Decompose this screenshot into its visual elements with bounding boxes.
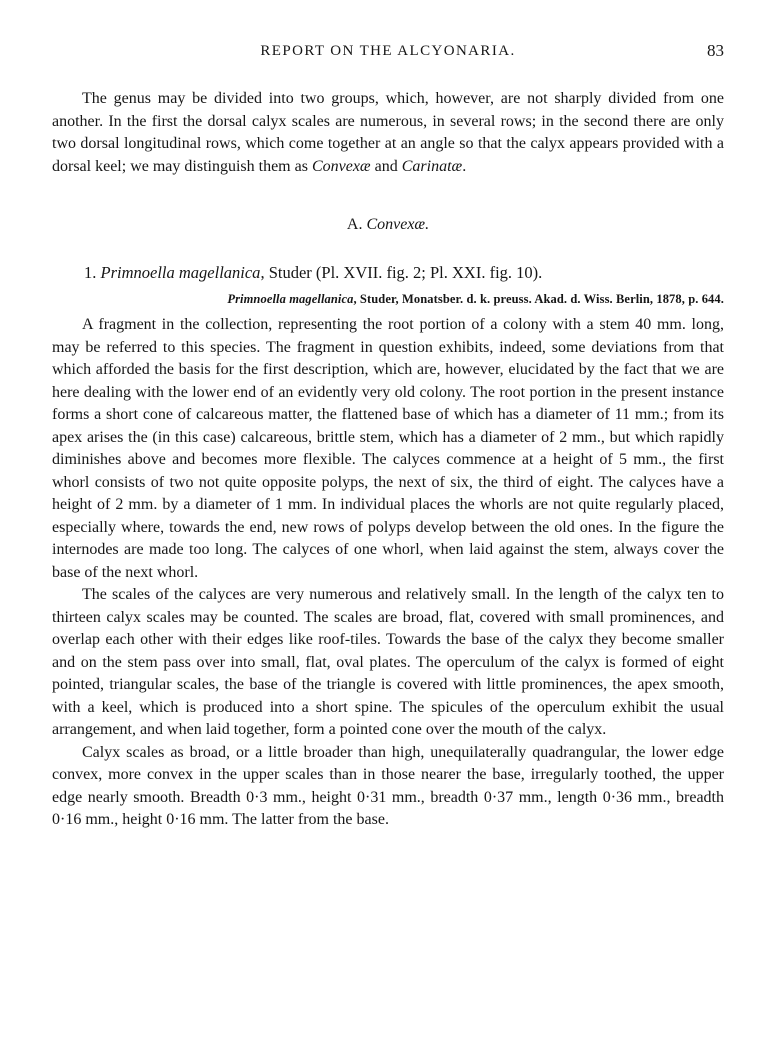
paragraph-scales: The scales of the calyces are very numerous and relatively small. In the length of the calyx ten to thirteen calyx scales may be counted. The scales are broad, flat, covered with small prominences, and overlap each other with their edges like roof-tiles. Towards the base of the calyx they become smaller and on the stem pass over into small, flat, oval plates. The operculum of the calyx is formed of eight pointed, triangular scales, the base of the triangle is covered with little prominences, the apex smooth, with a keel, which is produced into a short spine. The spicules of the operculum exhibit the usual arrangement, and when laid together, form a pointed cone over the mouth of the calyx. (52, 586, 724, 738)
running-title: REPORT ON THE ALCYONARIA. (260, 43, 516, 59)
running-header (52, 36, 724, 66)
section-name: Convexæ. (366, 216, 430, 233)
body-text (52, 88, 724, 832)
group-name-carinatae: Carinatæ (401, 157, 463, 175)
citation-name: Primnoella magellanica (227, 292, 354, 306)
species-authority: , Studer (Pl. XVII. fig. 2; Pl. XXI. fig. 10). (260, 263, 543, 282)
bibliographic-citation (52, 290, 724, 308)
intro-end: . (462, 157, 467, 175)
species-number: 1. (84, 263, 97, 282)
group-name-convexae: Convexæ (311, 157, 371, 175)
intro-paragraph (52, 88, 724, 178)
section-letter: A. (346, 216, 363, 233)
intro-conjunction: and (370, 157, 402, 175)
citation-reference: , Studer, Monatsber. d. k. preuss. Akad. d. Wiss. Berlin, 1878, p. 644. (353, 292, 724, 306)
paragraph-description: A fragment in the collection, representing the root portion of a colony with a stem 40 mm. long, may be referred to this species. The fragment in question exhibits, indeed, some deviations from that which afforded the basis for the first description, which are, however, elucidated by the fact that we are here dealing with the lower end of an evidently very old colony. The root portion in the present instance forms a short cone of calcareous matter, the flattened base of which has a diameter of 11 mm.; from its apex arises the (in this case) calcareous, brittle stem, which has a diameter of 2 mm., but which rapidly diminishes above and becomes more flexible. The calyces commence at a height of 5 mm., the first whorl consists of two not quite opposite polyps, the next of six, the third of eight. The calyces have a height of 2 mm. by a diameter of 1 mm. In individual places the whorls are not quite regularly placed, especially where, towards the end, new rows of polyps develop between the old ones. In the figure the internodes are made too long. The calyces of one whorl, when laid against the stem, always cover the base of the next whorl. (52, 316, 724, 581)
species-name: Primnoella magellanica (100, 263, 261, 282)
paragraph-measurements: Calyx scales as broad, or a little broader than high, unequilaterally quadrangular, the lower edge convex, more convex in the upper scales than in those nearer the base, irregularly toothed, the upper edge nearly smooth. Breadth 0·3 mm., height 0·31 mm., breadth 0·37 mm., length 0·36 mm., breadth 0·16 mm., height 0·16 mm. The latter from the base. (52, 743, 724, 828)
page-number: 83 (707, 41, 724, 60)
intro-text: The genus may be divided into two groups, which, however, are not sharply divided from one another. In the first the dorsal calyx scales are numerous, in several rows; in the second there are only two dorsal longitudinal rows, which come together at an angle so that the calyx appears provided with a dorsal keel; we may distinguish them as (52, 90, 724, 175)
species-heading (84, 262, 724, 284)
section-heading (52, 214, 724, 236)
